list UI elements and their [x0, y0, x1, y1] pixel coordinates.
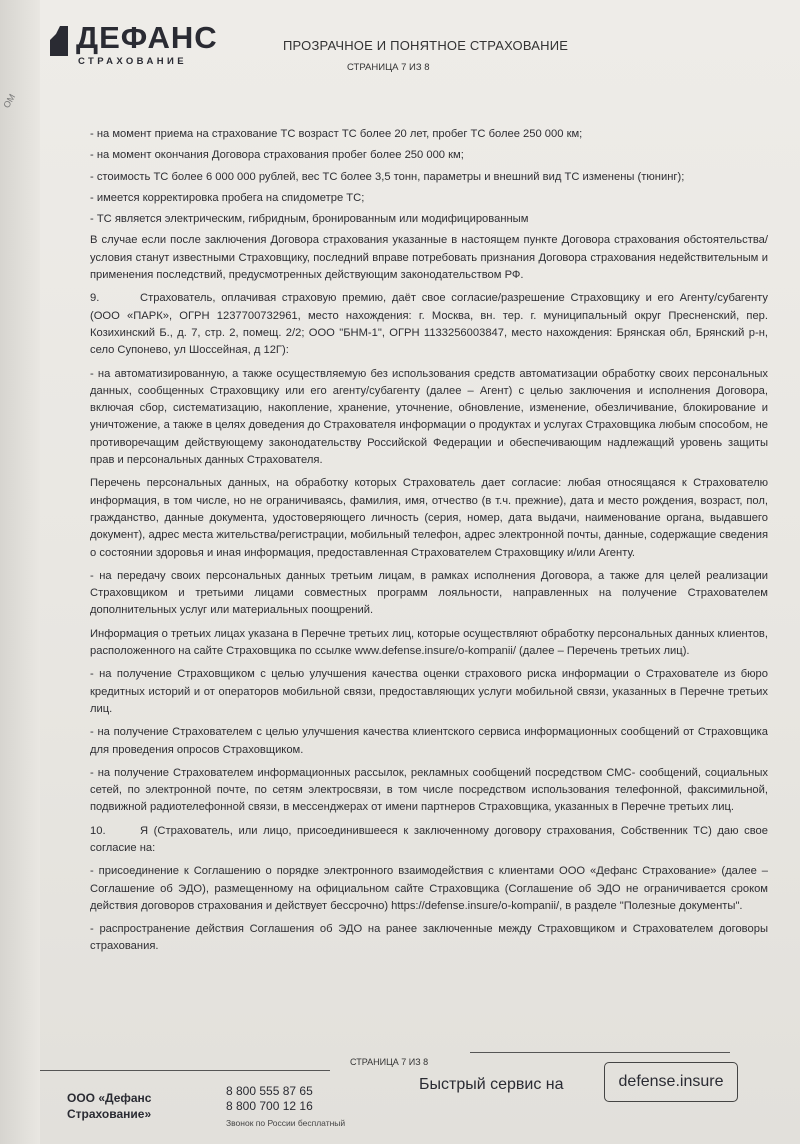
brand-subtitle: СТРАХОВАНИЕ — [78, 56, 187, 67]
paragraph-10 — [90, 823, 768, 858]
header-title: ПРОЗРАЧНОЕ И ПОНЯТНОЕ СТРАХОВАНИЕ — [283, 38, 569, 53]
paper-fold-shadow — [0, 0, 40, 1144]
phone-number: 8 800 700 12 16 — [226, 1099, 313, 1113]
paragraph-third-party-info: Информация о третьих лицах указана в Перечне третьих лиц, которые осуществляют обработку персональных данных клиентов, расположенного на сайте Страховщика по ссылке www.defense.insure/o-kompanii/ (далее – Перечень третьих лиц). — [90, 627, 768, 658]
margin-mark: ОМ — [1, 92, 18, 110]
footer-divider-right — [470, 1052, 730, 1053]
company-line: Страхование» — [67, 1107, 152, 1121]
paragraph-automated-processing: - на автоматизированную, а также осуществляемую без использования средств автоматизации обработку своих персональных данных, сообщенных Страховщику или его агенту/субагенту (далее – Агент) с целью заключения и исполнения Договора, включая сбор, систематизацию, накопление, хранение, уточнение, обновление, изменение, обезличивание, блокирование и уничтожение, а также в целях доведения до Страхователя информации о продуктах и услугах Страховщика любым способом, не противоречащим действующему законодательству Российской Федерации и обеспечивающим надлежащий уровень защиты прав и персональных данных Страхователя. — [90, 367, 768, 467]
paragraph-edo-agreement: - присоединение к Соглашению о порядке электронного взаимодействия с клиентами ООО «Дефанс Страхование» (далее – Соглашение об ЭДО), размещенному на официальном сайте Страховщика (Соглашение об ЭДО не ограничивается сроком действия договоров страхования и действует бессрочно) https://defense.insure/o-kompanii/, в разделе "Полезные документы". — [90, 865, 768, 912]
paragraph-number: 10. — [90, 824, 106, 837]
paragraph-edo-extension: - распространение действия Соглашения об ЭДО на ранее заключенные между Страховщиком и Страхователем договоры страхования. — [90, 923, 768, 953]
paragraph-10-text: Я (Страхователь, или лицо, присоединившееся к заключенному договору страхования, Собственник ТС) даю свое согласие на: — [90, 824, 768, 854]
paragraph-number: 9. — [90, 292, 100, 305]
footer-company-name — [67, 1090, 197, 1122]
paragraph-client-service: - на получение Страхователем с целью улучшения качества клиентского сервиса информационных сообщений от Страховщика для проведения опросов Страховщиком. — [90, 726, 768, 756]
condition-item: - на момент окончания Договора страхования пробег более 250 000 км; — [90, 149, 464, 162]
paragraph-mailings: - на получение Страхователем информационных рассылок, рекламных сообщений посредством СМС- сообщений, социальных сетей, по электронной почте, по сетям электросвязи, в том числе посредством использования телефонной, факсимильной, подвижной радиотелефонной связи, в мессенджерах от имени партнеров Страховщика, указанных в Перечне третьих лиц. — [90, 766, 768, 814]
condition-item: - имеется корректировка пробега на спидометре ТС; — [90, 191, 365, 204]
header-page-number: СТРАНИЦА 7 ИЗ 8 — [347, 62, 430, 73]
footer-phones — [226, 1084, 313, 1114]
company-line: ООО «Дефанс — [67, 1091, 152, 1105]
paragraph-invalidity: В случае если после заключения Договора страхования указанные в настоящем пункте Договора страхования обстоятельства/ условия станут известными Страховщику, последний вправе потребовать признания Договора страхования недействительным и применения последствий, предусмотренных действующим законодательством РФ. — [90, 234, 768, 282]
paragraph-personal-data-list: Перечень персональных данных, на обработку которых Страхователь дает согласие: любая относящаяся к Страхователю информация, в том числе, но не ограничиваясь, фамилия, имя, отчество (в т.ч. прежние), дата и место рождения, возраст, пол, гражданство, данные документа, удостоверяющего личность (серия, номер, дата выдачи, наименование органа, выдавшего документ), адрес места жительства/регистрации, мобильный телефон, адрес электронной почты, данные, содержащие сведения о состоянии здоровья и иная информация, предоставленная Страхователем Страховщику и/или Агенту. — [90, 477, 768, 559]
condition-item: - на момент приема на страхование ТС возраст ТС более 20 лет, пробег ТС более 250 000 км; — [90, 128, 583, 140]
website-box: defense.insure — [604, 1062, 738, 1102]
free-call-note: Звонок по России бесплатный — [226, 1118, 346, 1128]
fast-service-label: Быстрый сервис на — [419, 1076, 564, 1093]
paragraph-9 — [90, 290, 768, 359]
paragraph-third-party-transfer: - на передачу своих персональных данных третьим лицам, в рамках исполнения Договора, а также для целей реализации Страховщиком и третьими лицами совместных программ лояльности, направленных на получение Страхователем дополнительных услуг или материальных поощрений. — [90, 569, 768, 617]
footer-divider-left — [40, 1070, 330, 1071]
document-body — [90, 126, 768, 962]
logo-shield-icon — [50, 26, 68, 56]
paragraph-credit-bureau: - на получение Страховщиком с целью улучшения качества оценки страхового риска информации о Страхователе из бюро кредитных историй и от операторов мобильной связи, предоставляющих услуги мобильной связи, указанных в Перечне третьих лиц. — [90, 668, 768, 715]
condition-item: - стоимость ТС более 6 000 000 рублей, вес ТС более 3,5 тонн, параметры и внешний вид ТС изменены (тюнинг); — [90, 170, 685, 183]
brand-name: ДЕФАНС — [76, 20, 218, 55]
condition-item: - ТС является электрическим, гибридным, бронированным или модифицированным — [90, 213, 529, 226]
phone-number: 8 800 555 87 65 — [226, 1084, 313, 1098]
paragraph-9-text: Страхователь, оплачивая страховую премию, даёт свое согласие/разрешение Страховщику и его Агенту/субагенту (ООО «ПАРК», ОГРН 1237700732961, место нахождения: г. Москва, вн. тер. г. муниципальный округ Пресненский, пер. Козихинский Б., д. 7, стр. 2, помещ. 2/2; ООО "БНМ-1", ОГРН 1133256003847, место нахождения: Брянская обл, Брянский р-н, село Супонево, ул Шоссейная, д 12Г): — [90, 292, 768, 357]
footer-page-number: СТРАНИЦА 7 ИЗ 8 — [350, 1057, 429, 1067]
